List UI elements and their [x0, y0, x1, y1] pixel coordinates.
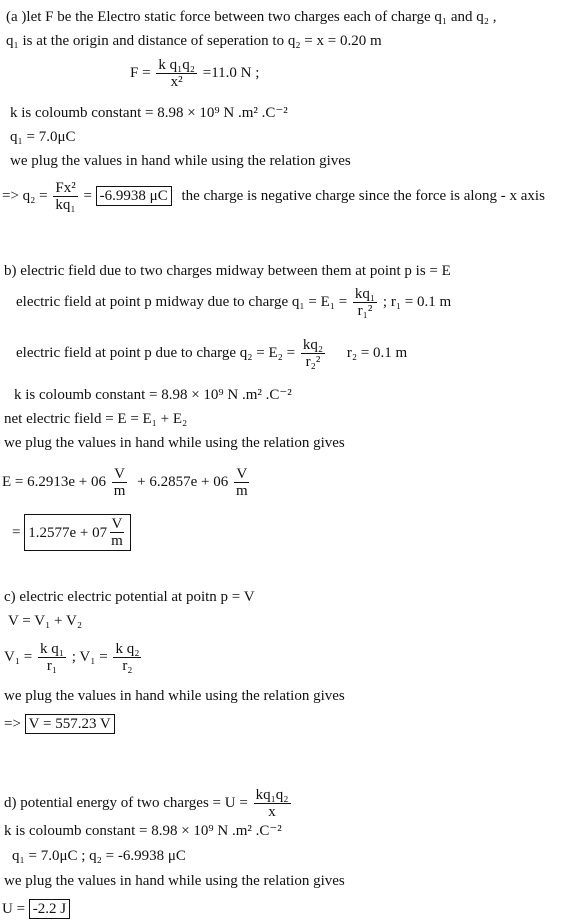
coulomb-constant-line-b: k is coloumb constant = 8.98 × 10⁹ N .m² .C⁻² [14, 387, 292, 403]
u-numerator: kq₁q₂ [255, 787, 289, 803]
coulomb-force-equation [130, 57, 259, 90]
field-result [12, 514, 131, 551]
q2-lhs: => q₂ = [2, 187, 48, 204]
e1-fraction [353, 286, 377, 319]
charges-line: q₁ = 7.0μC ; q₂ = -6.9938 μC [12, 848, 186, 864]
force-fraction [156, 57, 197, 90]
v2-denominator: r₂ [122, 658, 133, 674]
plug-values-line: we plug the values in hand while using the relation gives [10, 153, 351, 169]
v2-numerator: k q₂ [115, 641, 140, 657]
plug-values-line-c: we plug the values in hand while using the relation gives [4, 688, 345, 704]
v1-numerator: k q₁ [40, 641, 65, 657]
field-sum-equation [2, 466, 252, 499]
net-field-line: net electric field = E = E₁ + E₂ [4, 411, 188, 427]
q2-result-box: -6.9938 μC [96, 186, 172, 206]
part-b-intro: b) electric field due to two charges midway between them at point p is = E [4, 263, 451, 279]
field-result-box [24, 514, 131, 551]
field-result-equals: = [12, 524, 21, 541]
field-result-value: 1.2577e + 07 [28, 524, 108, 541]
potential-result-box: V = 557.23 V [25, 714, 115, 734]
e2-radius: r₂ = 0.1 m [346, 344, 408, 361]
force-denominator: x² [170, 74, 183, 90]
v2-lhs: ; V₁ = [71, 648, 108, 665]
potential-arrow: => [4, 716, 21, 732]
coulomb-constant-line: k is coloumb constant = 8.98 × 10⁹ N .m² .C⁻² [10, 105, 288, 121]
unit-volt: V [111, 516, 123, 532]
q2-note: the charge is negative charge since the force is along - x axis [181, 187, 545, 204]
e2-definition [16, 337, 407, 370]
v1-denominator: r₁ [46, 658, 58, 674]
e1-definition [16, 286, 451, 319]
q2-solution [2, 180, 545, 213]
force-lhs: F = [130, 64, 151, 81]
unit-volt: V [236, 466, 248, 482]
potential-energy-definition [4, 787, 293, 820]
force-value: =11.0 N ; [202, 64, 260, 81]
u-denominator: x [268, 804, 276, 820]
part-c-intro: c) electric electric potential at poitn p = V [4, 589, 255, 605]
unit-volt: V [114, 466, 125, 482]
potential-definitions [4, 641, 143, 674]
field-e1-value: E = 6.2913e + 06 [2, 473, 106, 490]
part-a-intro: (a )let F be the Electro static force between two charges each of charge q₁ and q₂ , [6, 9, 497, 25]
unit-fraction-1 [112, 466, 128, 499]
part-a-setup: q₁ is at the origin and distance of seperation to q₂ = x = 0.20 m [6, 33, 382, 49]
v1-lhs: V₁ = [4, 648, 33, 665]
q2-equals: = [83, 187, 92, 204]
q1-value-line: q₁ = 7.0μC [10, 129, 76, 145]
unit-fraction-2 [234, 466, 250, 499]
unit-meter: m [236, 483, 248, 499]
force-numerator: k q₁q₂ [158, 57, 196, 73]
energy-lhs: U = [2, 901, 26, 917]
q2-denominator: kq₁ [55, 197, 76, 213]
e2-numerator: kq₂ [302, 337, 324, 353]
energy-result-box: -2.2 J [29, 899, 70, 919]
field-e2-value: + 6.2857e + 06 [137, 473, 229, 490]
part-d-intro: d) potential energy of two charges = U = [4, 794, 248, 811]
e1-denominator: r₁² [357, 303, 373, 319]
plug-values-line-d: we plug the values in hand while using the relation gives [4, 873, 345, 889]
e1-text: electric field at point p midway due to charge q₁ = E₁ = [16, 293, 348, 310]
e1-radius: ; r₁ = 0.1 m [382, 293, 452, 310]
unit-meter: m [111, 533, 123, 549]
unit-meter: m [113, 483, 126, 499]
e2-fraction [301, 337, 325, 370]
u-fraction [254, 787, 291, 820]
potential-sum-line: V = V₁ + V₂ [8, 613, 83, 629]
e1-numerator: kq₁ [354, 286, 376, 302]
e2-denominator: r₂² [305, 354, 321, 370]
q2-numerator: Fx² [55, 180, 76, 196]
q2-fraction [53, 180, 77, 213]
potential-result [4, 714, 115, 734]
coulomb-constant-line-d: k is coloumb constant = 8.98 × 10⁹ N .m² .C⁻² [4, 823, 282, 839]
plug-values-line-b: we plug the values in hand while using the relation gives [4, 435, 345, 451]
energy-result [2, 899, 70, 919]
v2-fraction [113, 641, 141, 674]
e2-text: electric field at point p due to charge q₂ = E₂ = [16, 344, 296, 361]
unit-fraction-3 [109, 516, 125, 549]
v1-fraction [38, 641, 66, 674]
